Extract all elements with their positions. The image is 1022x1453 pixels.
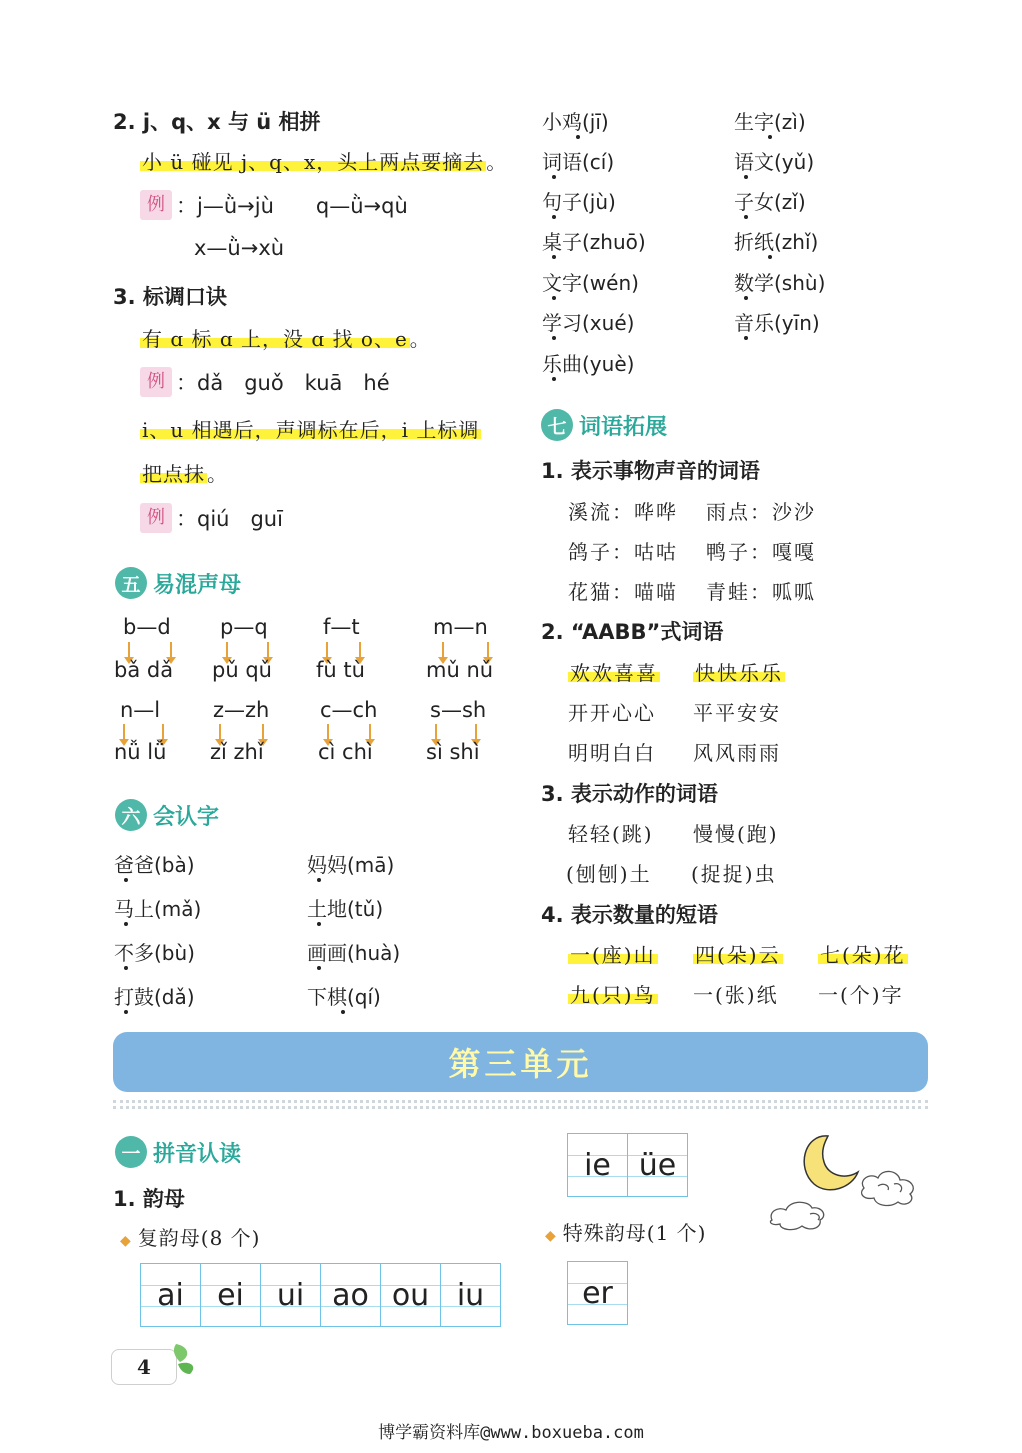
- grid-cell: ou: [381, 1263, 441, 1327]
- section-badge: 五: [115, 567, 147, 599]
- grid-cell: ai: [141, 1263, 201, 1327]
- rule-iu-line2: 把点抹 。: [142, 462, 228, 486]
- grid-cell: ie: [568, 1133, 628, 1197]
- section-badge: 六: [115, 799, 147, 831]
- action-phrase: 轻轻(跳): [568, 822, 654, 846]
- word-item: 妈妈(mā): [307, 853, 395, 877]
- section-6-header: [115, 799, 219, 831]
- heading-quantity: 4. 表示数量的短语: [541, 903, 718, 927]
- section-badge: 七: [541, 409, 573, 441]
- word-item: 子女(zǐ): [734, 190, 806, 214]
- emphasis-dot: [124, 1010, 128, 1014]
- word-item: 语文(yǔ): [734, 150, 815, 174]
- page-number: 4: [111, 1349, 177, 1385]
- initial-pair: c—ch: [320, 698, 378, 722]
- heading-finals: 1. 韵母: [113, 1187, 185, 1211]
- section-badge: 一: [115, 1136, 147, 1168]
- action-phrase: 慢慢(跑): [693, 822, 779, 846]
- grid-cell: iu: [441, 1263, 501, 1327]
- example-badge: 例: [140, 367, 172, 397]
- down-arrow-icon: [359, 642, 361, 658]
- leaf-icon: [168, 1338, 200, 1378]
- down-arrow-icon: [435, 724, 437, 740]
- emphasis-dot: [317, 878, 321, 882]
- initial-pair: b—d: [123, 615, 171, 639]
- diamond-icon: ◆: [545, 1228, 557, 1244]
- word-item: 词语(cí): [542, 150, 615, 174]
- special-finals-label: ◆ 特殊韵母(1 个): [545, 1221, 707, 1245]
- footer-watermark: 博学霸资料库@www.boxueba.com: [378, 1423, 644, 1443]
- section-7-header: [541, 409, 667, 441]
- quantity-phrase: 九(只)鸟: [570, 983, 656, 1007]
- rule-u-dots: 小 ü 碰见 j、q、x，头上两点要摘去 。: [142, 150, 508, 174]
- emphasis-dot: [341, 1010, 345, 1014]
- heading-action-words: 3. 表示动作的词语: [541, 782, 718, 806]
- diamond-icon: ◆: [120, 1233, 132, 1249]
- heading-aabb: 2. “AABB”式词语: [541, 620, 724, 644]
- example-badge: 例: [140, 503, 172, 533]
- word-item: 小鸡(jī): [542, 110, 609, 134]
- down-arrow-icon: [487, 642, 489, 658]
- divider: [113, 1100, 928, 1103]
- pinyin-pair: pǔ qǔ: [212, 658, 272, 682]
- section-1-header: [115, 1136, 241, 1168]
- aabb-phrase: 开开心心: [568, 701, 656, 725]
- sound-phrase: 花猫：喵喵: [568, 580, 678, 604]
- initial-pair: n—l: [120, 698, 161, 722]
- aabb-phrase: 平平安安: [693, 701, 781, 725]
- down-arrow-icon: [442, 642, 444, 658]
- emphasis-dot: [768, 135, 772, 139]
- moon-icon: [804, 1136, 858, 1190]
- word-item: 土地(tǔ): [307, 897, 384, 921]
- special-finals-grid: [567, 1261, 628, 1325]
- initial-pair: z—zh: [213, 698, 270, 722]
- cloud-icon: [862, 1171, 914, 1205]
- grid-cell: ao: [321, 1263, 381, 1327]
- grid-cell: er: [568, 1261, 628, 1325]
- example-3: 例 ：qiú guī: [140, 503, 283, 533]
- example-1: 例 ：j—ǜ→jù q—ǜ→qù: [140, 190, 408, 220]
- grid-cell: üe: [628, 1133, 688, 1197]
- emphasis-dot: [124, 966, 128, 970]
- down-arrow-icon: [162, 724, 164, 740]
- section-5-header: [115, 567, 241, 599]
- down-arrow-icon: [226, 642, 228, 658]
- emphasis-dot: [124, 878, 128, 882]
- emphasis-dot: [317, 922, 321, 926]
- emphasis-dot: [744, 215, 748, 219]
- down-arrow-icon: [128, 642, 130, 658]
- word-item: 桌子(zhuō): [542, 230, 646, 254]
- down-arrow-icon: [267, 642, 269, 658]
- section-title: 会认字: [153, 804, 220, 830]
- word-item: 折纸(zhǐ): [734, 230, 819, 254]
- emphasis-dot: [317, 966, 321, 970]
- emphasis-dot: [744, 175, 748, 179]
- word-item: 乐曲(yuè): [542, 352, 635, 376]
- grid-cell: ei: [201, 1263, 261, 1327]
- pinyin-pair: nǚ lǚ: [114, 740, 167, 764]
- emphasis-dot: [552, 296, 556, 300]
- example-2: 例 ：dǎ guǒ kuā hé: [140, 367, 390, 397]
- compound-finals-grid-right: [567, 1133, 688, 1197]
- initial-pair: p—q: [220, 615, 268, 639]
- section-title: 易混声母: [153, 572, 242, 598]
- pinyin-pair: bǎ dǎ: [114, 658, 174, 682]
- sound-phrase: 青蛙：呱呱: [706, 580, 816, 604]
- aabb-phrase: 欢欢喜喜: [570, 661, 658, 685]
- quantity-phrase: 一(座)山: [570, 943, 656, 967]
- initial-pair: f—t: [323, 615, 360, 639]
- pinyin-pair: sì shì: [426, 740, 480, 764]
- divider: [113, 1106, 928, 1109]
- pinyin-pair: zǐ zhǐ: [210, 740, 264, 764]
- sound-phrase: 溪流：哗哗: [568, 500, 678, 524]
- sound-phrase: 鸭子：嘎嘎: [706, 540, 816, 564]
- down-arrow-icon: [123, 724, 125, 740]
- cloud-icon: [770, 1202, 823, 1229]
- emphasis-dot: [744, 336, 748, 340]
- word-item: 文字(wén): [542, 271, 639, 295]
- pinyin-pair: fù tù: [316, 658, 365, 682]
- unit-title: 第三单元: [448, 1045, 593, 1083]
- action-phrase: (捉捉)虫: [691, 862, 777, 886]
- example-badge: 例: [140, 190, 172, 220]
- quantity-phrase: 七(朵)花: [820, 943, 906, 967]
- down-arrow-icon: [475, 724, 477, 740]
- quantity-phrase: 一(个)字: [818, 983, 904, 1007]
- emphasis-dot: [552, 255, 556, 259]
- down-arrow-icon: [326, 642, 328, 658]
- section-title: 词语拓展: [579, 414, 668, 440]
- word-item: 生字(zì): [734, 110, 806, 134]
- emphasis-dot: [768, 255, 772, 259]
- word-item: 下棋(qí): [307, 985, 381, 1009]
- word-item: 画画(huà): [307, 941, 401, 965]
- word-item: 数学(shù): [734, 271, 826, 295]
- word-item: 不多(bù): [114, 941, 195, 965]
- word-item: 打鼓(dǎ): [114, 985, 195, 1009]
- action-phrase: (刨刨)土: [566, 862, 652, 886]
- emphasis-dot: [124, 922, 128, 926]
- down-arrow-icon: [170, 642, 172, 658]
- word-item: 爸爸(bà): [114, 853, 195, 877]
- heading-j-q-x-u: 2. j、q、x 与 ü 相拼: [113, 110, 321, 134]
- down-arrow-icon: [327, 724, 329, 740]
- down-arrow-icon: [369, 724, 371, 740]
- unit-banner: [113, 1032, 928, 1092]
- compound-finals-label: ◆ 复韵母(8 个): [120, 1226, 261, 1250]
- section-title: 拼音认读: [153, 1141, 242, 1167]
- quantity-phrase: 四(朵)云: [695, 943, 781, 967]
- word-item: 句子(jù): [542, 190, 616, 214]
- rule-iu-line1: i、u 相遇后，声调标在后，i 上标调: [142, 418, 480, 442]
- emphasis-dot: [552, 175, 556, 179]
- aabb-phrase: 快快乐乐: [695, 661, 783, 685]
- rule-tone-a: 有 ɑ 标 ɑ 上，没 ɑ 找 o、e 。: [142, 327, 431, 351]
- aabb-phrase: 明明白白: [568, 741, 656, 765]
- pinyin-pair: cì chì: [318, 740, 373, 764]
- heading-sound-words: 1. 表示事物声音的词语: [541, 459, 760, 483]
- word-item: 马上(mǎ): [114, 897, 202, 921]
- emphasis-dot: [552, 336, 556, 340]
- example-1-line2: x—ǜ→xù: [194, 236, 285, 260]
- grid-cell: ui: [261, 1263, 321, 1327]
- initial-pair: s—sh: [430, 698, 487, 722]
- emphasis-dot: [552, 377, 556, 381]
- aabb-phrase: 风风雨雨: [693, 741, 781, 765]
- emphasis-dot: [552, 215, 556, 219]
- quantity-phrase: 一(张)纸: [693, 983, 779, 1007]
- compound-finals-grid: [140, 1263, 501, 1327]
- down-arrow-icon: [262, 724, 264, 740]
- sound-phrase: 鸽子：咕咕: [568, 540, 678, 564]
- pinyin-pair: mǔ nǔ: [426, 658, 494, 682]
- emphasis-dot: [744, 296, 748, 300]
- word-item: 学习(xué): [542, 311, 635, 335]
- initial-pair: m—n: [433, 615, 488, 639]
- heading-tone-rhyme: 3. 标调口诀: [113, 285, 227, 309]
- moon-clouds-illustration: [766, 1128, 926, 1238]
- down-arrow-icon: [219, 724, 221, 740]
- sound-phrase: 雨点：沙沙: [706, 500, 816, 524]
- word-item: 音乐(yīn): [734, 311, 820, 335]
- emphasis-dot: [576, 135, 580, 139]
